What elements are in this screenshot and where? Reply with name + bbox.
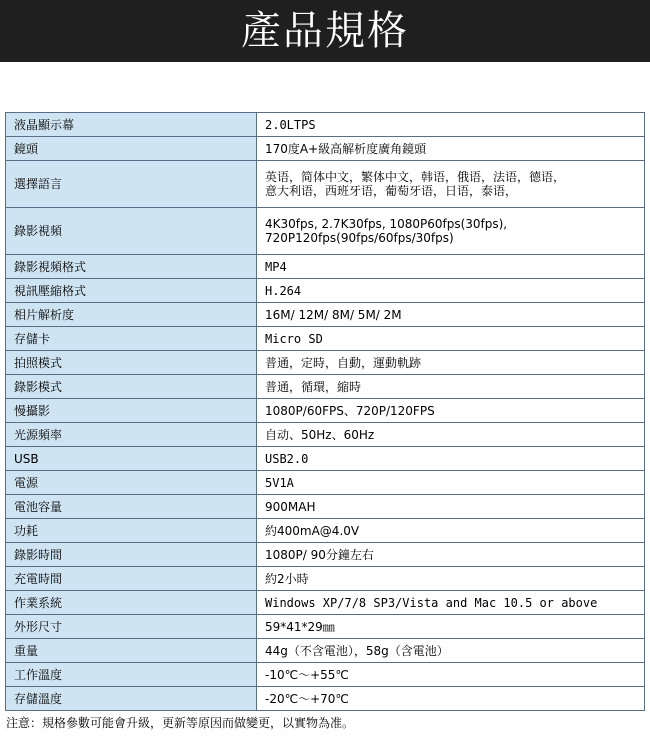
spec-row <box>6 137 645 161</box>
spec-value: 16M/ 12M/ 8M/ 5M/ 2M <box>257 303 645 327</box>
spec-row <box>6 327 645 351</box>
spec-row <box>6 303 645 327</box>
footnote: 注意：規格參數可能會升級，更新等原因而做變更，以實物為准。 <box>6 716 355 730</box>
spec-label: 錄影視頻格式 <box>6 255 257 279</box>
spec-label: 電池容量 <box>6 495 257 519</box>
spec-table <box>5 112 645 711</box>
spec-value: 約400mA@4.0V <box>257 519 645 543</box>
spec-label: 錄影視頻 <box>6 208 257 255</box>
spec-label: 慢攝影 <box>6 399 257 423</box>
spec-label: 存儲卡 <box>6 327 257 351</box>
spec-row <box>6 687 645 711</box>
spec-label: 視訊壓縮格式 <box>6 279 257 303</box>
spec-value: 普通，定時，自動，運動軌跡 <box>257 351 645 375</box>
spec-row <box>6 495 645 519</box>
spec-row <box>6 447 645 471</box>
spec-value: 170度A+級高解析度廣角鏡頭 <box>257 137 645 161</box>
spec-value: 英语，简体中文，繁体中文，韩语，俄语，法语，德语， 意大利语，西班牙语，葡萄牙语，日语，泰语， <box>257 161 645 208</box>
spec-label: 重量 <box>6 639 257 663</box>
spec-value: H.264 <box>257 279 645 303</box>
spec-value: 1080P/60FPS、720P/120FPS <box>257 399 645 423</box>
spec-row <box>6 519 645 543</box>
spec-row <box>6 399 645 423</box>
spec-label: 存儲溫度 <box>6 687 257 711</box>
spec-value: Windows XP/7/8 SP3/Vista and Mac 10.5 or above <box>257 591 645 615</box>
spec-label: 充電時間 <box>6 567 257 591</box>
spec-row <box>6 423 645 447</box>
spec-row <box>6 279 645 303</box>
spec-label: 作業系統 <box>6 591 257 615</box>
spec-row <box>6 567 645 591</box>
spec-value: Micro SD <box>257 327 645 351</box>
spec-value: USB2.0 <box>257 447 645 471</box>
spec-value: 1080P/ 90分鐘左右 <box>257 543 645 567</box>
spec-label: 功耗 <box>6 519 257 543</box>
spec-label: 錄影模式 <box>6 375 257 399</box>
spec-value: 900MAH <box>257 495 645 519</box>
spec-label: 錄影時間 <box>6 543 257 567</box>
page-title: 產品規格 <box>241 8 409 54</box>
spec-label: 相片解析度 <box>6 303 257 327</box>
spec-label: 外形尺寸 <box>6 615 257 639</box>
spec-row <box>6 351 645 375</box>
spec-row <box>6 255 645 279</box>
spec-label: 工作溫度 <box>6 663 257 687</box>
spec-value: 44g（不含電池），58g（含電池） <box>257 639 645 663</box>
spec-label: USB <box>6 447 257 471</box>
title-banner <box>0 0 650 62</box>
spec-label: 拍照模式 <box>6 351 257 375</box>
spec-value: MP4 <box>257 255 645 279</box>
spec-label: 光源頻率 <box>6 423 257 447</box>
spec-value: 2.0LTPS <box>257 113 645 137</box>
spec-value: -10℃～+55℃ <box>257 663 645 687</box>
spec-row <box>6 161 645 208</box>
spec-label: 液晶顯示幕 <box>6 113 257 137</box>
spec-label: 電源 <box>6 471 257 495</box>
spec-value: -20℃～+70℃ <box>257 687 645 711</box>
spec-value: 普通，循環，縮時 <box>257 375 645 399</box>
spec-row <box>6 663 645 687</box>
spec-value: 59*41*29㎜ <box>257 615 645 639</box>
spec-label: 選擇語言 <box>6 161 257 208</box>
spec-row <box>6 615 645 639</box>
spec-row <box>6 591 645 615</box>
spec-row <box>6 375 645 399</box>
spec-value: 自动、50Hz、60Hz <box>257 423 645 447</box>
spec-value: 約2小時 <box>257 567 645 591</box>
spec-value: 4K30fps, 2.7K30fps, 1080P60fps(30fps), 720P120fps(90fps/60fps/30fps) <box>257 208 645 255</box>
spec-label: 鏡頭 <box>6 137 257 161</box>
spec-row <box>6 471 645 495</box>
spec-row <box>6 208 645 255</box>
spec-value: 5V1A <box>257 471 645 495</box>
spec-row <box>6 543 645 567</box>
spec-row <box>6 639 645 663</box>
spec-row <box>6 113 645 137</box>
